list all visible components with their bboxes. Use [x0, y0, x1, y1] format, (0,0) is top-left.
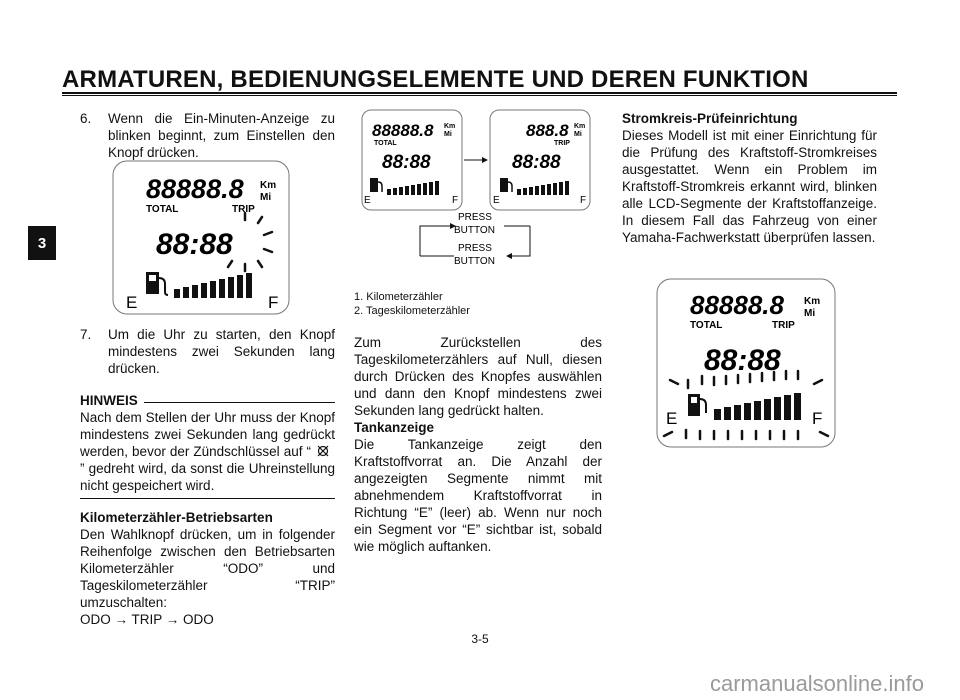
odometer-trip-diagram	[354, 108, 604, 278]
odo-digits-large: 88888.8	[690, 290, 784, 320]
unit-km-large: Km	[804, 296, 821, 307]
empty-label-small: E	[364, 195, 371, 206]
key-off-icon	[317, 445, 329, 457]
note-label: HINWEIS	[80, 393, 138, 408]
odometer-modes-text: Den Wahlknopf drücken, um in folgender Reihenfolge zwischen den Betriebsarten Kilometerzähler “ODO” und Tageskilometerzähler “TRIP” umzuschalten:	[80, 527, 335, 610]
empty-label-large: E	[666, 409, 678, 428]
header-rule	[62, 92, 897, 96]
unit-mi-small: Mi	[444, 131, 452, 138]
note-text-part-1: Nach dem Stellen der Uhr muss der Knopf mindestens zwei Sekunden lang gedrückt werden, bevor der Zündschlüssel auf “	[80, 410, 335, 459]
note-text-part-2: ” gedreht wird, da sonst die Uhreinstellung nicht gespeichert wird.	[80, 461, 335, 493]
unit-km-small: Km	[444, 123, 456, 130]
fuel-gauge-heading: Tankanzeige	[354, 420, 435, 435]
unit-mi: Mi	[260, 192, 272, 203]
press-button-1-line-2: BUTTON	[454, 225, 495, 236]
page-header: ARMATUREN, BEDIENUNGSELEMENTE UND DEREN FUNKTION	[62, 66, 809, 93]
clock-digits-small: 88:88	[382, 152, 431, 173]
trip-label-small: TRIP	[554, 140, 570, 147]
trip-label: TRIP	[232, 204, 255, 215]
odometer-modes-heading: Kilometerzähler-Betriebsarten	[80, 510, 273, 525]
unit-mi-small-2: Mi	[574, 131, 582, 138]
full-label-small-2: F	[580, 195, 587, 206]
caption-trip: 2. Tageskilometerzähler	[354, 305, 470, 317]
fuel-gauge-text: Die Tankanzeige zeigt den Kraftstoffvorrat an. Die Anzahl der angezeigten Segmente nimmt mit abnehmendem Kraftstoffvorrat in Richtung “E” (leer) ab. Wenn nur noch ein Segment vor “E” sichtbar ist, sobald wie möglich auftanken.	[354, 437, 602, 554]
unit-km: Km	[260, 180, 277, 191]
note-heading	[80, 392, 335, 409]
clock-digits: 88:88	[156, 228, 233, 261]
column-1	[80, 110, 335, 161]
trip-label-large: TRIP	[772, 320, 795, 331]
total-label-small: TOTAL	[374, 140, 397, 147]
chapter-tab: 3	[28, 226, 56, 260]
trip-reset-text: Zum Zurückstellen des Tageskilometerzählers auf Null, diesen durch Drücken des Knopfes auswählen und dann den Knopf mindestens zwei Sekunden lang gedrückt halten.	[354, 335, 602, 418]
column-1-lower	[80, 326, 335, 628]
watermark: carmanualsonline.info	[709, 671, 924, 696]
empty-label: E	[126, 293, 138, 312]
circuit-check-text: Dieses Modell ist mit einer Einrichtung für die Prüfung des Kraftstoff-Stromkreises ausgestattet. Wenn ein Problem im Kraftstoff-Stromkreis erkannt wird, blinken alle LCD-Segmente der Kraftstoffanzeige. In diesem Fall das Fahrzeug von einer Yamaha-Fachwerkstatt überprüfen lassen.	[622, 128, 877, 245]
lcd-trip	[490, 110, 590, 210]
clock-digits-large: 88:88	[704, 344, 781, 377]
full-label: F	[268, 293, 279, 312]
unit-km-small-2: Km	[574, 123, 586, 130]
odo-digits: 88888.8	[146, 174, 244, 204]
step-6-text: Wenn die Ein-Minuten-Anzeige zu blinken beginnt, zum Einstellen den Knopf drücken.	[108, 111, 335, 160]
page-number: 3-5	[471, 632, 489, 646]
total-label: TOTAL	[146, 204, 179, 215]
full-label-small: F	[452, 195, 459, 206]
note-rule	[144, 402, 335, 403]
note-text	[80, 409, 335, 494]
step-7-text: Um die Uhr zu starten, den Knopf mindestens zwei Sekunden lang drücken.	[108, 327, 335, 376]
lcd-odometer	[362, 110, 462, 210]
full-label-large: F	[812, 409, 823, 428]
odometer-mode-sequence: ODO → TRIP → ODO	[80, 612, 214, 627]
press-button-2-line-2: BUTTON	[454, 256, 495, 267]
lcd-fuel-segments-flashing-illustration	[656, 278, 836, 448]
unit-mi-large: Mi	[804, 308, 816, 319]
trip-digits-small: 888.8	[526, 121, 569, 140]
step-6-number: 6.	[80, 111, 92, 126]
note-end-rule	[80, 498, 335, 499]
circuit-check-heading: Stromkreis-Prüfeinrichtung	[622, 111, 798, 126]
step-7-number: 7.	[80, 327, 92, 342]
odo-digits-small: 88888.8	[372, 121, 434, 140]
lcd-blinking-minutes-illustration	[112, 160, 290, 315]
clock-digits-small-2: 88:88	[512, 152, 561, 173]
column-2	[354, 290, 602, 555]
caption-odometer: 1. Kilometerzähler	[354, 291, 443, 303]
total-label-large: TOTAL	[690, 320, 723, 331]
empty-label-small-2: E	[493, 195, 500, 206]
press-button-1-line-1: PRESS	[458, 212, 492, 223]
step-6	[80, 110, 335, 161]
press-button-2-line-1: PRESS	[458, 243, 492, 254]
column-3	[622, 110, 877, 246]
step-7	[80, 326, 335, 377]
